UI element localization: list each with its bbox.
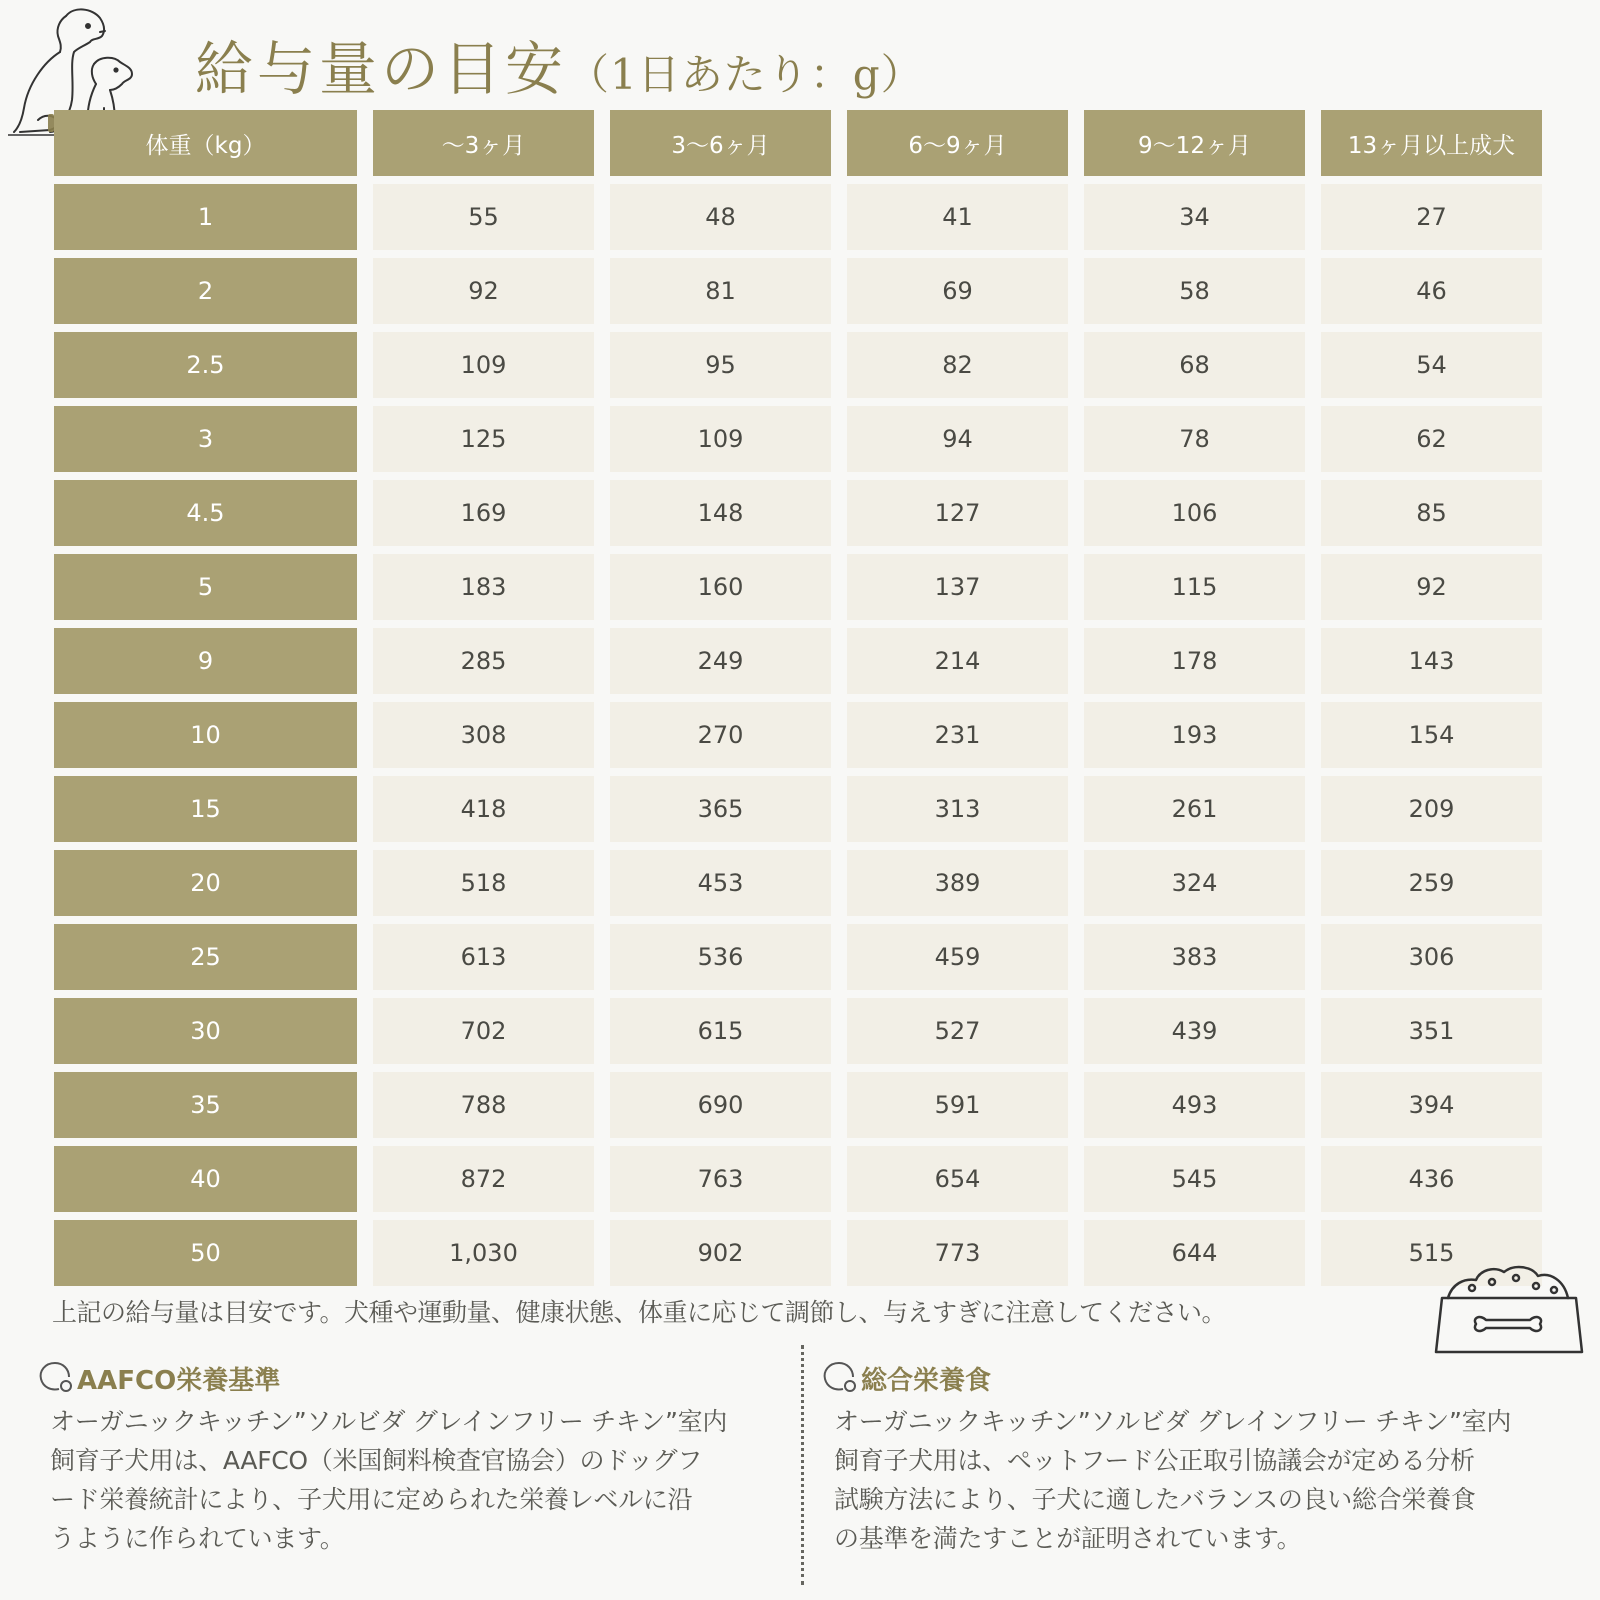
- amount-cell-age-3-6-months: 81: [610, 258, 831, 324]
- complete-nutrition-section-body: [834, 1402, 1537, 1558]
- amount-cell-age-3-6-months: 453: [610, 850, 831, 916]
- header-age-13-months-adult: 13ヶ月以上成犬: [1321, 110, 1542, 176]
- complete-nutrition-body-line: オーガニックキッチン”ソルビダ グレインフリー チキン”室内: [834, 1407, 1512, 1436]
- amount-cell-age-6-9-months: 459: [847, 924, 1068, 990]
- amount-cell-age-0-3-months: 55: [373, 184, 594, 250]
- amount-cell-age-0-3-months: 872: [373, 1146, 594, 1212]
- amount-cell-age-9-12-months: 644: [1084, 1220, 1305, 1286]
- weight-cell: 20: [54, 850, 357, 916]
- amount-cell-age-6-9-months: 389: [847, 850, 1068, 916]
- complete-nutrition-body-line: 試験方法により、子犬に適したバランスの良い総合栄養食: [834, 1485, 1476, 1514]
- amount-cell-age-3-6-months: 690: [610, 1072, 831, 1138]
- amount-cell-age-3-6-months: 763: [610, 1146, 831, 1212]
- complete-nutrition-section-title: 総合栄養食: [861, 1365, 992, 1396]
- amount-cell-age-3-6-months: 48: [610, 184, 831, 250]
- amount-cell-age-13-months-adult: 27: [1321, 184, 1542, 250]
- amount-cell-age-13-months-adult: 351: [1321, 998, 1542, 1064]
- amount-cell-age-9-12-months: 68: [1084, 332, 1305, 398]
- amount-cell-age-3-6-months: 95: [610, 332, 831, 398]
- page-title: [195, 22, 924, 106]
- amount-cell-age-9-12-months: 439: [1084, 998, 1305, 1064]
- amount-cell-age-13-months-adult: 394: [1321, 1072, 1542, 1138]
- amount-cell-age-13-months-adult: 62: [1321, 406, 1542, 472]
- amount-cell-age-3-6-months: 160: [610, 554, 831, 620]
- amount-cell-age-13-months-adult: 154: [1321, 702, 1542, 768]
- amount-cell-age-6-9-months: 773: [847, 1220, 1068, 1286]
- amount-cell-age-0-3-months: 109: [373, 332, 594, 398]
- header-age-0-3-months: 〜3ヶ月: [373, 110, 594, 176]
- amount-cell-age-0-3-months: 418: [373, 776, 594, 842]
- amount-cell-age-13-months-adult: 436: [1321, 1146, 1542, 1212]
- weight-cell: 3: [54, 406, 357, 472]
- header-age-3-6-months: 3〜6ヶ月: [610, 110, 831, 176]
- aafco-body-line: 飼育子犬用は、AAFCO（米国飼料検査官協会）のドッグフ: [50, 1446, 703, 1475]
- aafco-section-body: [50, 1402, 753, 1558]
- amount-cell-age-0-3-months: 1,030: [373, 1220, 594, 1286]
- amount-cell-age-6-9-months: 313: [847, 776, 1068, 842]
- weight-cell: 1: [54, 184, 357, 250]
- weight-cell: 4.5: [54, 480, 357, 546]
- amount-cell-age-6-9-months: 231: [847, 702, 1068, 768]
- amount-cell-age-13-months-adult: 306: [1321, 924, 1542, 990]
- amount-cell-age-0-3-months: 702: [373, 998, 594, 1064]
- amount-cell-age-0-3-months: 788: [373, 1072, 594, 1138]
- amount-cell-age-6-9-months: 214: [847, 628, 1068, 694]
- section-divider: [801, 1345, 804, 1585]
- amount-cell-age-0-3-months: 285: [373, 628, 594, 694]
- amount-cell-age-6-9-months: 41: [847, 184, 1068, 250]
- amount-cell-age-13-months-adult: 515: [1321, 1220, 1542, 1286]
- amount-cell-age-9-12-months: 34: [1084, 184, 1305, 250]
- header-age-9-12-months: 9〜12ヶ月: [1084, 110, 1305, 176]
- amount-cell-age-13-months-adult: 92: [1321, 554, 1542, 620]
- amount-cell-age-3-6-months: 148: [610, 480, 831, 546]
- page-title-main: 給与量の目安: [195, 35, 568, 103]
- dog-food-bowl-icon: [1432, 1262, 1586, 1362]
- amount-cell-age-6-9-months: 69: [847, 258, 1068, 324]
- bubble-bullet-icon: [819, 1359, 859, 1397]
- amount-cell-age-6-9-months: 94: [847, 406, 1068, 472]
- amount-cell-age-9-12-months: 78: [1084, 406, 1305, 472]
- amount-cell-age-3-6-months: 249: [610, 628, 831, 694]
- amount-cell-age-3-6-months: 270: [610, 702, 831, 768]
- complete-nutrition-section: [819, 1358, 1537, 1558]
- amount-cell-age-3-6-months: 365: [610, 776, 831, 842]
- feeding-amount-table: [54, 110, 1540, 1286]
- amount-cell-age-9-12-months: 545: [1084, 1146, 1305, 1212]
- amount-cell-age-13-months-adult: 85: [1321, 480, 1542, 546]
- amount-cell-age-3-6-months: 615: [610, 998, 831, 1064]
- weight-cell: 9: [54, 628, 357, 694]
- amount-cell-age-9-12-months: 178: [1084, 628, 1305, 694]
- weight-cell: 2.5: [54, 332, 357, 398]
- complete-nutrition-body-line: の基準を満たすことが証明されています。: [834, 1524, 1302, 1553]
- weight-cell: 15: [54, 776, 357, 842]
- amount-cell-age-0-3-months: 308: [373, 702, 594, 768]
- amount-cell-age-0-3-months: 613: [373, 924, 594, 990]
- weight-cell: 50: [54, 1220, 357, 1286]
- weight-cell: 30: [54, 998, 357, 1064]
- aafco-body-line: オーガニックキッチン”ソルビダ グレインフリー チキン”室内: [50, 1407, 728, 1436]
- amount-cell-age-13-months-adult: 259: [1321, 850, 1542, 916]
- amount-cell-age-13-months-adult: 54: [1321, 332, 1542, 398]
- amount-cell-age-3-6-months: 536: [610, 924, 831, 990]
- amount-cell-age-9-12-months: 261: [1084, 776, 1305, 842]
- amount-cell-age-6-9-months: 137: [847, 554, 1068, 620]
- aafco-body-line: ード栄養統計により、子犬用に定められた栄養レベルに沿: [50, 1485, 693, 1514]
- amount-cell-age-0-3-months: 125: [373, 406, 594, 472]
- aafco-body-line: うように作られています。: [50, 1524, 345, 1553]
- amount-cell-age-9-12-months: 193: [1084, 702, 1305, 768]
- amount-cell-age-9-12-months: 115: [1084, 554, 1305, 620]
- weight-cell: 40: [54, 1146, 357, 1212]
- amount-cell-age-3-6-months: 902: [610, 1220, 831, 1286]
- weight-cell: 25: [54, 924, 357, 990]
- amount-cell-age-9-12-months: 324: [1084, 850, 1305, 916]
- header-weight: 体重（kg）: [54, 110, 357, 176]
- aafco-section-title: AAFCO栄養基準: [77, 1365, 281, 1396]
- amount-cell-age-13-months-adult: 209: [1321, 776, 1542, 842]
- complete-nutrition-body-line: 飼育子犬用は、ペットフード公正取引協議会が定める分析: [834, 1446, 1475, 1475]
- amount-cell-age-9-12-months: 493: [1084, 1072, 1305, 1138]
- amount-cell-age-6-9-months: 127: [847, 480, 1068, 546]
- aafco-section-heading: [35, 1358, 753, 1398]
- amount-cell-age-9-12-months: 58: [1084, 258, 1305, 324]
- weight-cell: 2: [54, 258, 357, 324]
- complete-nutrition-section-heading: [819, 1358, 1537, 1398]
- weight-cell: 35: [54, 1072, 357, 1138]
- amount-cell-age-0-3-months: 518: [373, 850, 594, 916]
- amount-cell-age-3-6-months: 109: [610, 406, 831, 472]
- bubble-bullet-icon: [35, 1359, 75, 1397]
- amount-cell-age-9-12-months: 106: [1084, 480, 1305, 546]
- amount-cell-age-0-3-months: 169: [373, 480, 594, 546]
- weight-cell: 10: [54, 702, 357, 768]
- amount-cell-age-13-months-adult: 143: [1321, 628, 1542, 694]
- aafco-section: [35, 1358, 753, 1558]
- amount-cell-age-6-9-months: 527: [847, 998, 1068, 1064]
- amount-cell-age-0-3-months: 183: [373, 554, 594, 620]
- amount-cell-age-6-9-months: 654: [847, 1146, 1068, 1212]
- page-title-sub: （1日あたり：g）: [567, 50, 924, 99]
- amount-cell-age-6-9-months: 591: [847, 1072, 1068, 1138]
- amount-cell-age-6-9-months: 82: [847, 332, 1068, 398]
- amount-cell-age-9-12-months: 383: [1084, 924, 1305, 990]
- amount-cell-age-0-3-months: 92: [373, 258, 594, 324]
- feeding-note: 上記の給与量は目安です。犬種や運動量、健康状態、体重に応じて調節し、与えすぎに注意してください。: [52, 1298, 1227, 1327]
- weight-cell: 5: [54, 554, 357, 620]
- header-age-6-9-months: 6〜9ヶ月: [847, 110, 1068, 176]
- amount-cell-age-13-months-adult: 46: [1321, 258, 1542, 324]
